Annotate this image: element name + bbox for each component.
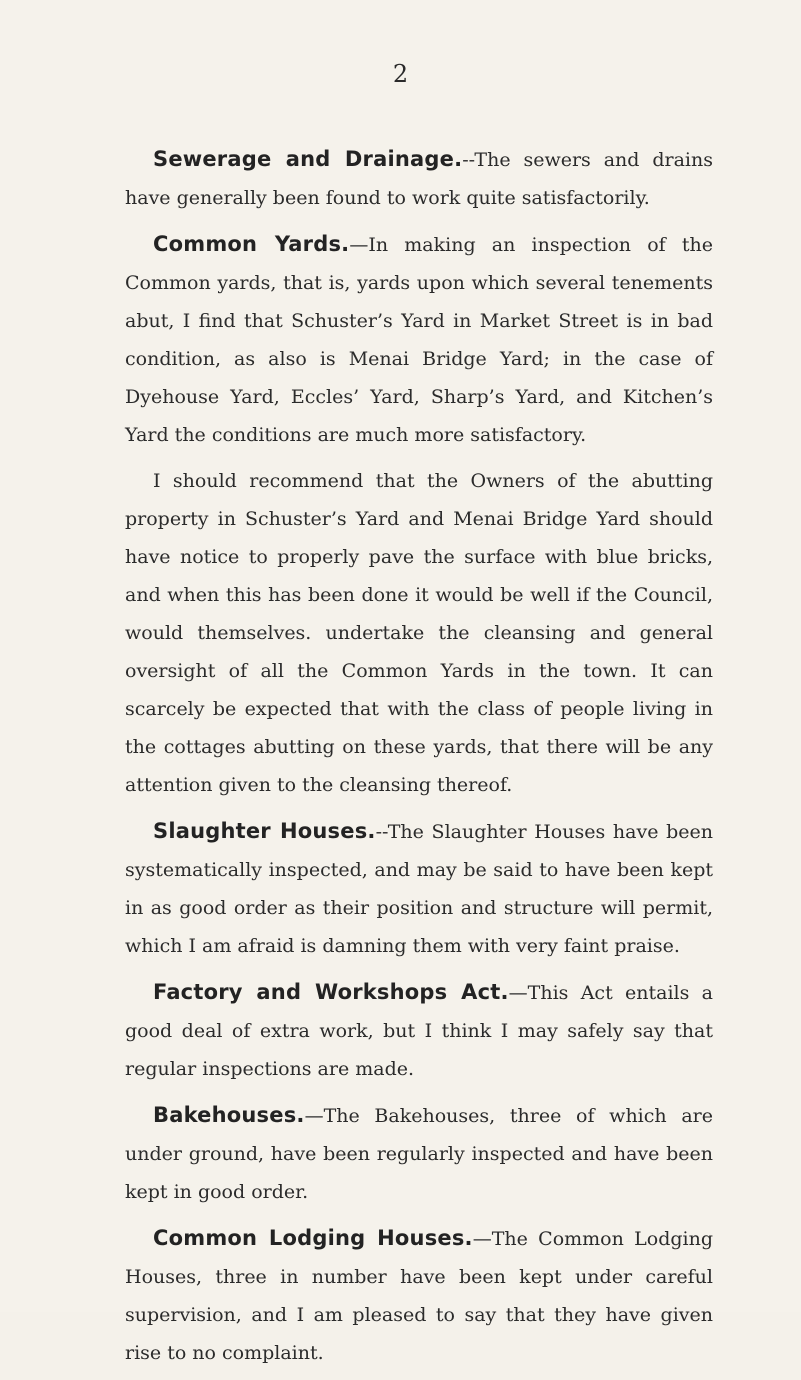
text-sewerage: --The sewers and drains have generally been found to work quite satisfactorily. bbox=[125, 149, 713, 209]
page-number: 2 bbox=[392, 60, 409, 88]
paragraph-lodging-houses bbox=[125, 1219, 713, 1372]
paragraph-bakehouses bbox=[125, 1096, 713, 1211]
document-body bbox=[125, 140, 713, 1380]
paragraph-common-yards-recommendation: I should recommend that the Owners of the abutting property in Schuster’s Yard and Menai Bridge Yard should have notice to properly pave the surface with blue bricks, and when this has been done it would be well if the Council, would themselves. undertake the cleansing and general oversight of all the Common Yards in the town. It can scarcely be expected that with the class of people living in the cottages abutting on these yards, that there will be any attention given to the cleansing thereof. bbox=[125, 470, 713, 796]
text-lodging-houses: —The Common Lodging Houses, three in number have been kept under careful supervision, and I am pleased to say that they have given rise to no complaint. bbox=[125, 1228, 714, 1364]
heading-sewerage: Sewerage and Drainage. bbox=[153, 147, 463, 171]
text-slaughter-houses: --The Slaughter Houses have been systematically inspected, and may be said to have been kept in as good order as their position and structure will permit, which I am afraid is damning them with very faint praise. bbox=[125, 821, 713, 957]
heading-common-yards: Common Yards. bbox=[153, 232, 350, 256]
text-bakehouses: —The Bakehouses, three of which are under ground, have been regularly inspected and have been kept in good order. bbox=[125, 1105, 713, 1203]
heading-factory-workshops: Factory and Workshops Act. bbox=[153, 980, 509, 1004]
paragraph-slaughter-houses bbox=[125, 812, 713, 965]
text-common-yards: —In making an inspection of the Common yards, that is, yards upon which several tenements abut, I find that Schuster’s Yard in Market Street is in bad condition, as also is Menai Bridge Yard; in the case of Dyehouse Yard, Eccles’ Yard, Sharp’s Yard, and Kitchen’s Yard the conditions are much more satisfactory. bbox=[125, 234, 713, 446]
text-factory-workshops: —This Act entails a good deal of extra work, but I think I may safely say that regular inspections are made. bbox=[125, 982, 714, 1080]
heading-bakehouses: Bakehouses. bbox=[153, 1103, 305, 1127]
heading-lodging-houses: Common Lodging Houses. bbox=[153, 1226, 473, 1250]
paragraph-sewerage bbox=[125, 140, 713, 217]
heading-slaughter-houses: Slaughter Houses. bbox=[153, 819, 376, 843]
paragraph-factory-workshops bbox=[125, 973, 713, 1088]
paragraph-common-yards bbox=[125, 225, 713, 454]
